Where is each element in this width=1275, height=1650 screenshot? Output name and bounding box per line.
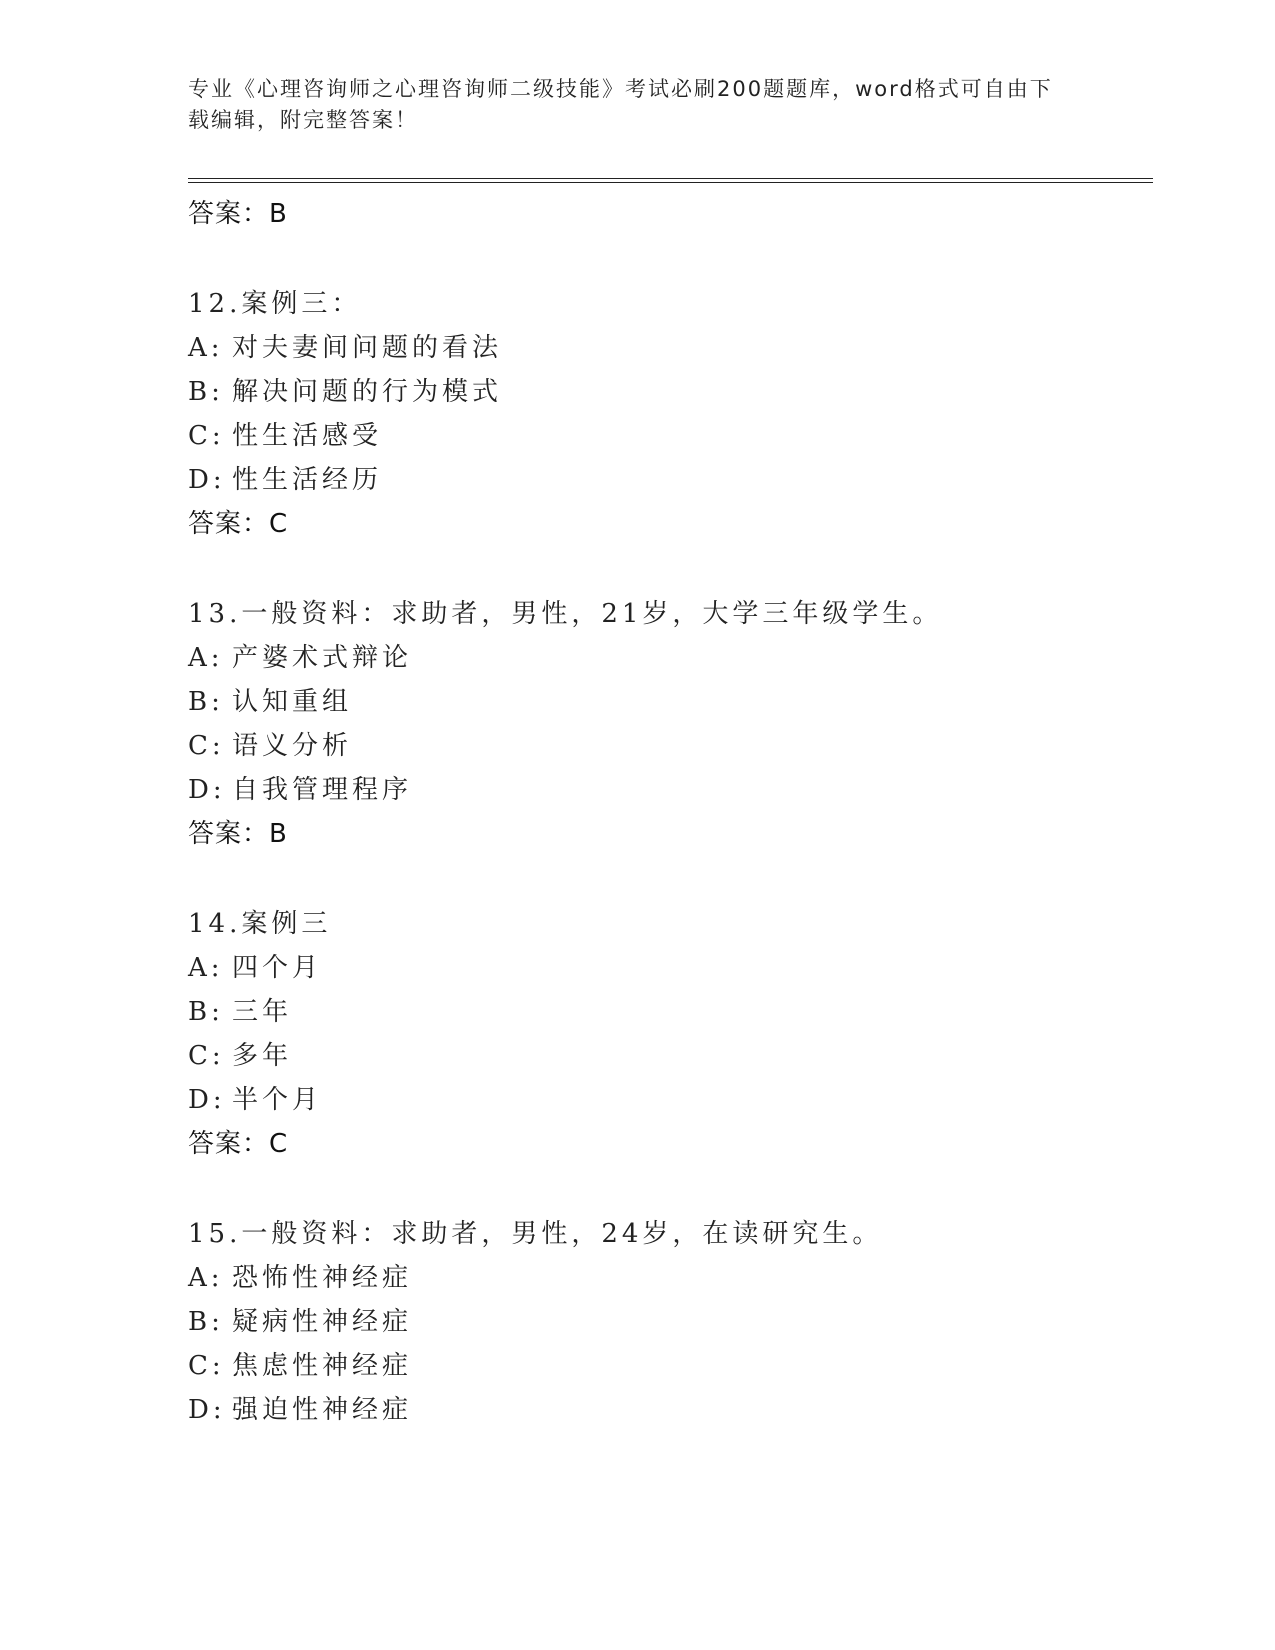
document-header-intro: 专业《心理咨询师之心理咨询师二级技能》考试必刷200题题库，word格式可自由下载编辑，附完整答案！ xyxy=(188,77,1053,132)
option-text: 三年 xyxy=(232,997,293,1027)
option-letter: C: xyxy=(188,731,225,761)
header-divider-thick xyxy=(188,182,1153,183)
option-letter: C: xyxy=(188,1351,225,1381)
previous-answer: 答案：B xyxy=(188,199,288,229)
question-15-option-a xyxy=(188,1257,412,1294)
question-12-answer: 答案：C xyxy=(188,509,289,539)
question-13-option-d xyxy=(188,769,412,806)
option-text: 恐怖性神经症 xyxy=(232,1263,413,1293)
question-14-option-b xyxy=(188,991,292,1028)
question-15-option-c xyxy=(188,1345,412,1382)
question-14-answer: 答案：C xyxy=(188,1129,289,1159)
question-12-option-c xyxy=(188,415,382,452)
option-letter: A: xyxy=(188,1263,224,1293)
option-letter: B: xyxy=(188,377,224,407)
option-text: 强迫性神经症 xyxy=(232,1395,413,1425)
option-letter: A: xyxy=(188,643,224,673)
question-15-stem: 15.一般资料：求助者，男性，24岁，在读研究生。 xyxy=(188,1219,883,1249)
question-14-option-c xyxy=(188,1035,292,1072)
option-letter: D: xyxy=(188,1085,226,1115)
question-13-option-a xyxy=(188,637,412,674)
option-letter: D: xyxy=(188,775,226,805)
option-text: 解决问题的行为模式 xyxy=(232,377,503,407)
option-text: 认知重组 xyxy=(232,687,353,717)
question-15-option-b xyxy=(188,1301,412,1338)
option-text: 自我管理程序 xyxy=(232,775,413,805)
option-text: 多年 xyxy=(232,1041,293,1071)
question-13-option-b xyxy=(188,681,352,718)
option-text: 产婆术式辩论 xyxy=(232,643,413,673)
option-letter: C: xyxy=(188,1041,225,1071)
option-text: 焦虑性神经症 xyxy=(232,1351,413,1381)
question-13-stem: 13.一般资料：求助者，男性，21岁，大学三年级学生。 xyxy=(188,599,943,629)
question-15-option-d xyxy=(188,1389,412,1426)
question-12-stem: 12.案例三： xyxy=(188,289,362,319)
option-text: 对夫妻间问题的看法 xyxy=(232,333,503,363)
option-letter: A: xyxy=(188,333,224,363)
option-text: 语义分析 xyxy=(232,731,353,761)
option-text: 疑病性神经症 xyxy=(232,1307,413,1337)
header-divider-thin xyxy=(188,178,1153,179)
option-letter: B: xyxy=(188,687,224,717)
question-12-option-a xyxy=(188,327,502,364)
question-14-option-a xyxy=(188,947,322,984)
option-letter: D: xyxy=(188,1395,226,1425)
option-text: 半个月 xyxy=(232,1085,323,1115)
question-14-option-d xyxy=(188,1079,322,1116)
option-letter: D: xyxy=(188,465,226,495)
question-13-option-c xyxy=(188,725,352,762)
option-text: 四个月 xyxy=(232,953,323,983)
option-letter: B: xyxy=(188,1307,224,1337)
question-12-option-b xyxy=(188,371,502,408)
option-text: 性生活经历 xyxy=(232,465,383,495)
question-13-answer: 答案：B xyxy=(188,819,288,849)
question-12-option-d xyxy=(188,459,382,496)
question-14-stem: 14.案例三 xyxy=(188,909,332,939)
option-text: 性生活感受 xyxy=(232,421,383,451)
option-letter: C: xyxy=(188,421,225,451)
option-letter: B: xyxy=(188,997,224,1027)
option-letter: A: xyxy=(188,953,224,983)
